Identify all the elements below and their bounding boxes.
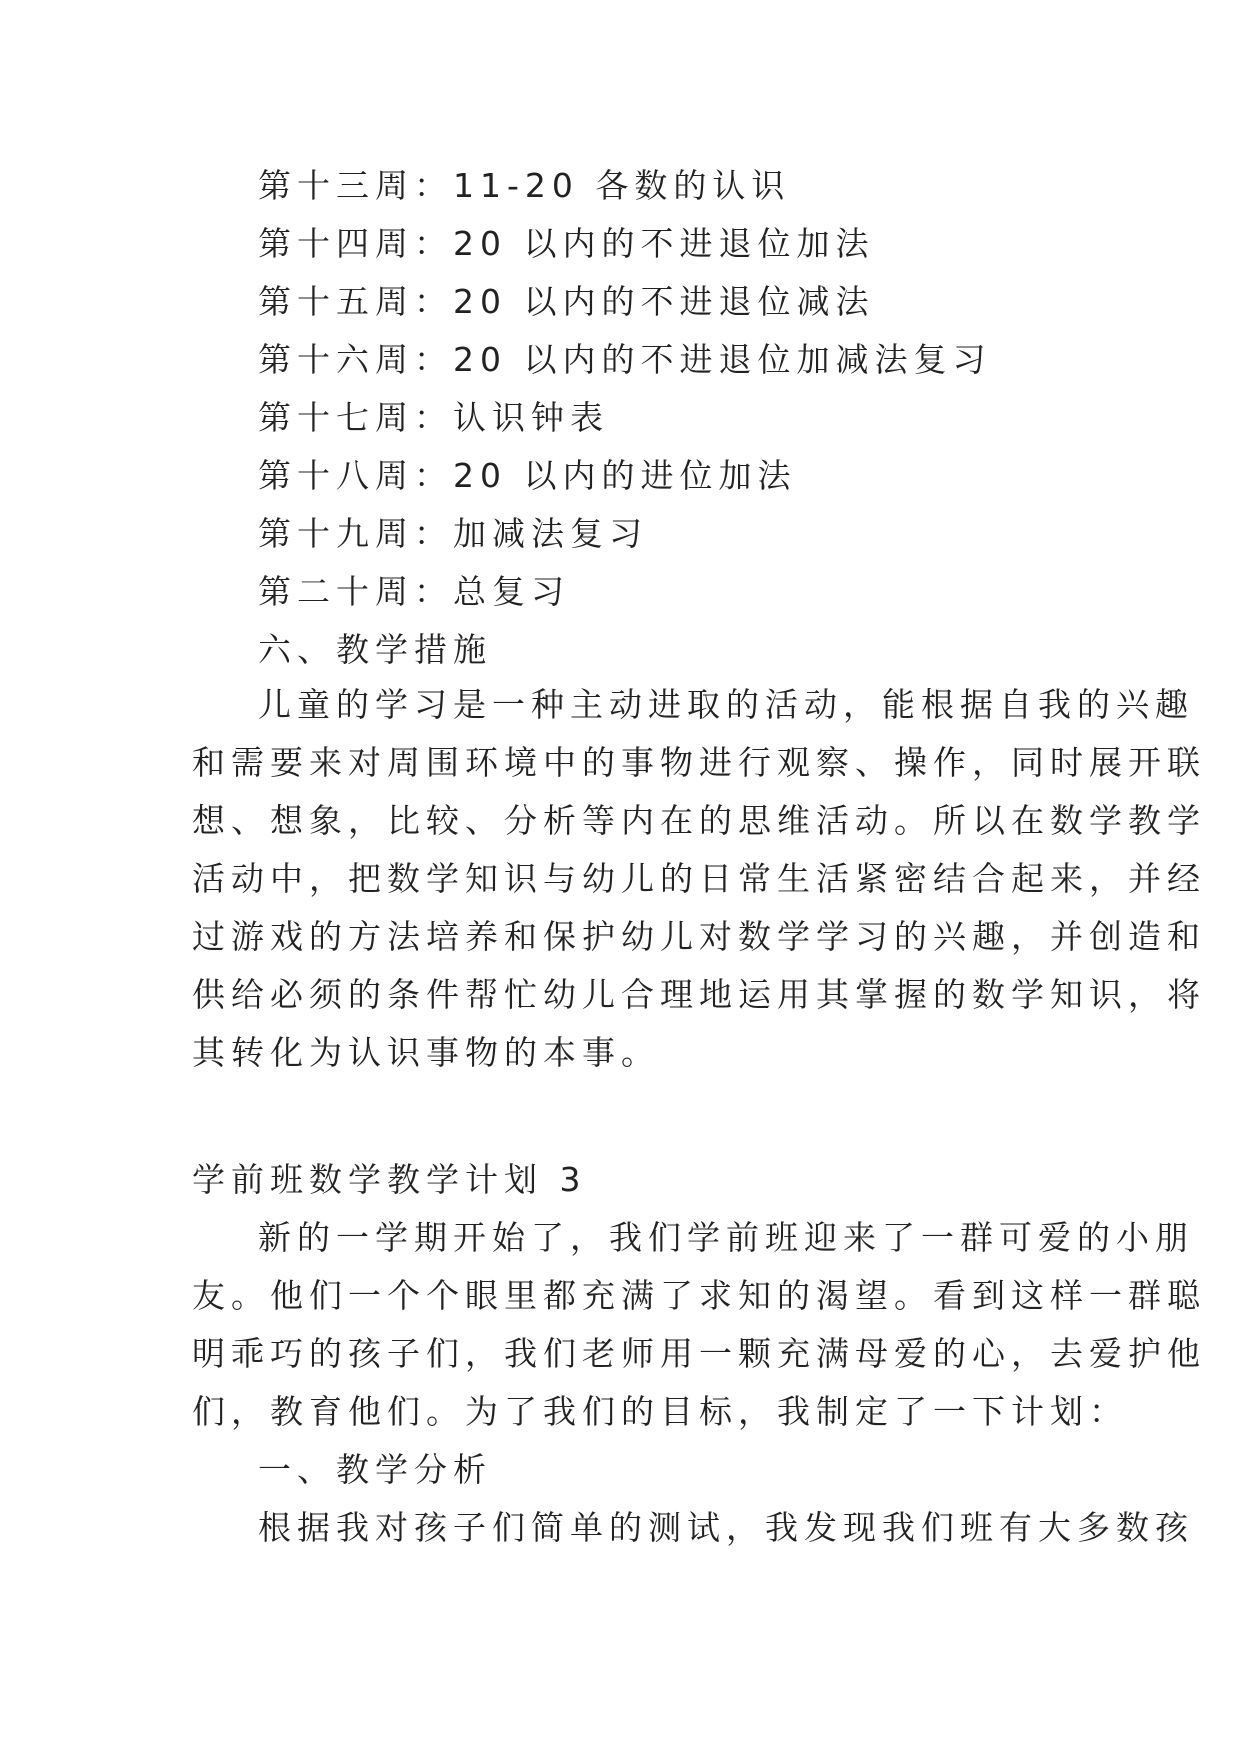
paragraph-line: 根据我对孩子们简单的测试，我发现我们班有大多数孩 — [258, 1508, 1194, 1547]
week-14-item: 第十四周：20 以内的不进退位加法 — [258, 224, 875, 263]
week-17-item: 第十七周：认识钟表 — [258, 398, 609, 437]
teaching-measures-paragraph — [192, 676, 1206, 1082]
paragraph-line: 明乖巧的孩子们，我们老师用一颗充满母爱的心，去爱护他 — [192, 1334, 1206, 1373]
paragraph-line: 供给必须的条件帮忙幼儿合理地运用其掌握的数学知识，将 — [192, 975, 1206, 1014]
section-1-heading: 一、教学分析 — [258, 1450, 492, 1489]
plan-3-section — [192, 1151, 1206, 1557]
paragraph-line: 和需要来对周围环境中的事物进行观察、操作，同时展开联 — [192, 743, 1206, 782]
week-15-item: 第十五周：20 以内的不进退位减法 — [258, 282, 875, 321]
paragraph-line: 儿童的学习是一种主动进取的活动，能根据自我的兴趣 — [258, 685, 1194, 724]
paragraph-line: 其转化为认识事物的本事。 — [192, 1033, 660, 1072]
plan-3-title: 学前班数学教学计划 3 — [192, 1160, 587, 1199]
paragraph-line: 们，教育他们。为了我们的目标，我制定了一下计划： — [192, 1392, 1128, 1431]
paragraph-line: 友。他们一个个眼里都充满了求知的渴望。看到这样一群聪 — [192, 1276, 1206, 1315]
week-16-item: 第十六周：20 以内的不进退位加减法复习 — [258, 340, 992, 379]
section-6-heading: 六、教学措施 — [258, 630, 492, 669]
week-18-item: 第十八周：20 以内的进位加法 — [258, 456, 797, 495]
week-20-item: 第二十周：总复习 — [258, 572, 570, 611]
paragraph-line: 过游戏的方法培养和保护幼儿对数学学习的兴趣，并创造和 — [192, 917, 1206, 956]
week-schedule-list — [192, 157, 1058, 679]
week-13-item: 第十三周：11-20 各数的认识 — [258, 166, 791, 205]
paragraph-line: 想、想象，比较、分析等内在的思维活动。所以在数学教学 — [192, 801, 1206, 840]
week-19-item: 第十九周：加减法复习 — [258, 514, 648, 553]
paragraph-line: 新的一学期开始了，我们学前班迎来了一群可爱的小朋 — [258, 1218, 1194, 1257]
paragraph-line: 活动中，把数学知识与幼儿的日常生活紧密结合起来，并经 — [192, 859, 1206, 898]
